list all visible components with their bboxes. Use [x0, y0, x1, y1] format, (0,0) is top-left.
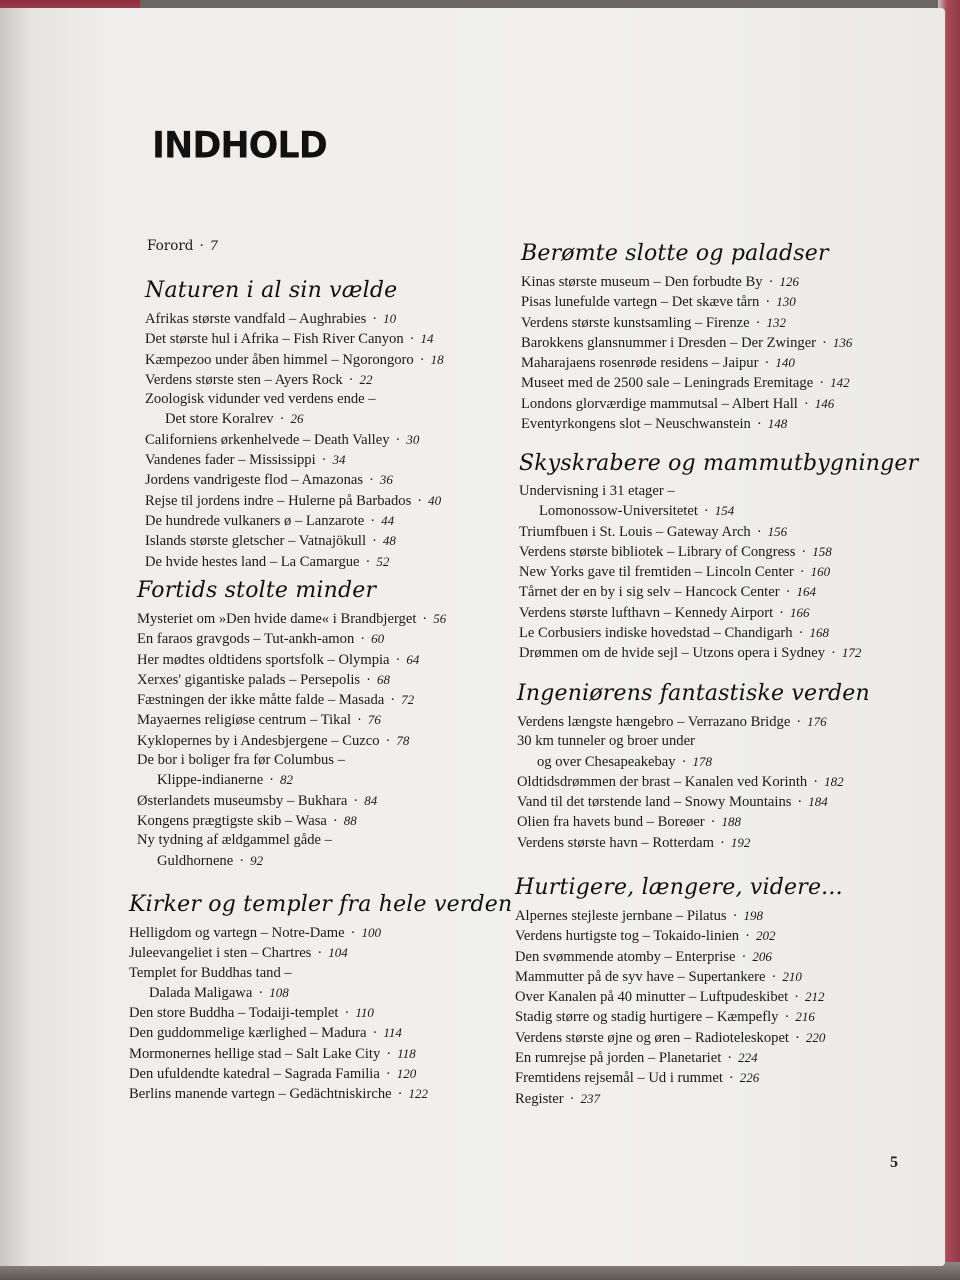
entry-page: 56 — [433, 611, 447, 626]
separator-dot: · — [796, 714, 802, 730]
entry-page: 34 — [332, 452, 346, 468]
entry-page: 178 — [692, 753, 712, 769]
toc-entry — [145, 531, 444, 551]
entry-page: 26 — [290, 411, 304, 427]
entry-page: 198 — [743, 908, 763, 923]
entry-text: Verdens længste hængebro – Verrazano Bridge — [517, 714, 791, 730]
entry-page: 160 — [810, 564, 831, 580]
entry-page: 166 — [790, 604, 810, 620]
entry-text: Pisas lunefulde vartegn – Det skæve tårn — [521, 294, 760, 311]
separator-dot: · — [771, 968, 777, 985]
separator-dot: · — [422, 611, 428, 627]
entry-text: Det største hul i Afrika – Fish River Canyon — [145, 331, 404, 348]
toc-section — [519, 451, 918, 664]
entry-text: Xerxes' gigantiske palads – Persepolis — [137, 671, 361, 688]
entry-text: Verdens største lufthavn – Kennedy Airport — [519, 604, 774, 621]
entry-text: Oldtidsdrømmen der brast – Kanalen ved Korinth — [517, 773, 808, 790]
separator-dot: · — [353, 792, 359, 809]
entry-text: Verdens største sten – Ayers Rock — [145, 371, 343, 388]
entry-text-continued: Dalada Maligawa — [149, 984, 253, 1001]
separator-dot: · — [370, 512, 376, 529]
entry-text: Her mødtes oldtidens sportsfolk – Olympia — [137, 651, 390, 668]
toc-section — [137, 578, 446, 871]
entry-text: Mammutter på de syv have – Supertankere — [515, 968, 766, 985]
toc-entry — [137, 650, 446, 670]
toc-entry — [129, 1064, 512, 1084]
entry-page: 114 — [383, 1025, 402, 1041]
separator-dot: · — [703, 503, 709, 520]
entry-page: 136 — [832, 334, 853, 350]
entry-page: 104 — [328, 945, 348, 961]
entry-text: Den store Buddha – Todaiji-templet — [129, 1005, 339, 1022]
entry-page: 210 — [782, 968, 802, 984]
separator-dot: · — [417, 492, 423, 509]
separator-dot: · — [728, 1070, 734, 1087]
entry-text: Olien fra havets bund – Boreøer — [517, 814, 705, 831]
separator-dot: · — [741, 948, 747, 965]
separator-dot: · — [768, 274, 774, 290]
entry-page: 68 — [377, 671, 390, 687]
entry-page: 30 — [406, 431, 420, 447]
entry-text: Stadig større og stadig hurtigere – Kæmpefly — [515, 1009, 779, 1026]
separator-dot: · — [385, 1066, 391, 1083]
toc-entry — [145, 309, 444, 329]
entry-text: Islands største gletscher – Vatnajökull — [145, 533, 367, 550]
toc-entry — [519, 603, 918, 623]
entry-page: 48 — [382, 533, 396, 549]
toc-section — [517, 681, 870, 853]
entry-text: Verdens største øjne og øren – Radioteleskopet — [515, 1029, 789, 1046]
separator-dot: · — [779, 604, 784, 621]
separator-dot: · — [764, 355, 770, 372]
section-heading: Ingeniørens fantastiske verden — [517, 681, 870, 706]
separator-dot: · — [813, 773, 819, 790]
section-heading: Berømte slotte og paladser — [521, 241, 829, 266]
toc-entry — [129, 964, 512, 1004]
toc-entry — [145, 350, 444, 370]
separator-dot: · — [798, 625, 804, 642]
separator-dot: · — [372, 311, 378, 327]
entry-page: 168 — [809, 625, 829, 641]
entry-text: Verdens største havn – Rotterdam — [517, 834, 714, 851]
entry-page: 148 — [767, 416, 788, 432]
toc-entry — [521, 292, 852, 312]
entry-page: 78 — [396, 732, 410, 748]
separator-dot: · — [569, 1090, 575, 1107]
toc-entry — [521, 333, 852, 353]
separator-dot: · — [317, 945, 323, 962]
separator-dot: · — [365, 553, 371, 570]
entry-text: New Yorks gave til fremtiden – Lincoln Center — [519, 564, 794, 581]
toc-entry — [145, 470, 444, 490]
entry-page: 52 — [376, 553, 390, 569]
entry-text: Undervisning i 31 etager – — [519, 483, 675, 499]
separator-dot: · — [344, 1005, 350, 1022]
separator-dot: · — [332, 812, 338, 829]
toc-entry — [515, 1089, 843, 1109]
section-heading: Skyskrabere og mammutbygninger — [519, 451, 919, 476]
entry-page: 237 — [580, 1090, 601, 1106]
separator-dot: · — [831, 645, 836, 662]
separator-dot: · — [372, 533, 377, 550]
separator-dot: · — [803, 395, 809, 412]
toc-entry — [519, 482, 918, 522]
entry-page: 122 — [408, 1086, 428, 1102]
separator-dot: · — [745, 928, 750, 945]
entry-text: Tårnet der en by i sig selv – Hancock Center — [519, 584, 780, 601]
entry-page: 146 — [814, 395, 835, 411]
entry-text: 30 km tunneler og broer under — [517, 733, 695, 750]
toc-section — [129, 892, 512, 1105]
entry-text: Mormonernes hellige stad – Salt Lake City — [129, 1045, 381, 1062]
entry-page: 36 — [379, 472, 393, 488]
separator-dot: · — [755, 314, 761, 331]
entry-page: 212 — [805, 989, 825, 1005]
entry-page: 220 — [805, 1029, 826, 1045]
entry-page: 158 — [812, 543, 832, 559]
entry-text: Californiens ørkenhelvede – Death Valley — [145, 431, 390, 448]
entry-page: 120 — [396, 1066, 417, 1082]
entry-page: 64 — [406, 651, 420, 667]
toc-entry — [145, 390, 444, 430]
page-number: 5 — [890, 1154, 898, 1171]
entry-text: Den guddommelige kærlighed – Madura — [129, 1025, 367, 1042]
section-heading: Naturen i al sin vælde — [145, 278, 398, 303]
toc-entry — [517, 712, 870, 732]
entry-text-continued: Guldhornene — [157, 852, 234, 869]
entry-text: Alpernes stejleste jernbane – Pilatus — [515, 908, 727, 924]
entry-page: 84 — [364, 792, 378, 808]
separator-dot: · — [239, 852, 245, 869]
entry-page: 176 — [807, 714, 827, 729]
toc-entry — [519, 582, 918, 602]
toc-entry — [137, 690, 446, 710]
entry-text: Kongens prægtigste skib – Wasa — [137, 812, 327, 829]
separator-dot: · — [409, 331, 415, 348]
separator-dot: · — [372, 1025, 378, 1042]
entry-page: 226 — [739, 1070, 760, 1086]
toc-entry — [515, 906, 843, 926]
entry-text: Kæmpezoo under åben himmel – Ngorongoro — [145, 351, 414, 368]
entry-text: Verdens største bibliotek – Library of Congress — [519, 543, 796, 560]
entry-text: Over Kanalen på 40 minutter – Luftpudeskibet — [515, 989, 789, 1006]
entry-text-continued: Lomonossow-Universitetet — [539, 503, 698, 520]
toc-entry — [137, 811, 446, 831]
toc-entry — [137, 609, 446, 629]
separator-dot: · — [395, 651, 401, 668]
toc-entry — [137, 791, 446, 811]
entry-text: Londons glorværdige mammutsal – Albert Hall — [521, 395, 798, 412]
toc-entry — [521, 373, 852, 393]
entry-text: Le Corbusiers indiske hovedstad – Chandigarh — [519, 625, 793, 642]
toc-entry — [137, 710, 446, 730]
toc-entry — [521, 313, 852, 333]
toc-entry — [129, 1084, 512, 1104]
separator-dot: · — [681, 753, 687, 770]
separator-dot: · — [386, 1045, 392, 1062]
entry-text: Østerlandets museumsby – Bukhara — [137, 792, 348, 809]
entry-text-continued: Det store Koralrev — [165, 411, 274, 428]
entry-page: 192 — [730, 834, 751, 850]
separator-dot: · — [360, 631, 366, 648]
separator-dot: · — [710, 814, 716, 831]
separator-dot: · — [395, 431, 401, 448]
separator-dot: · — [732, 908, 738, 924]
book-page — [0, 8, 945, 1266]
section-heading: Fortids stolte minder — [137, 578, 377, 603]
entry-text: Kyklopernes by i Andesbjergene – Cuzco — [137, 732, 380, 749]
entry-text-continued: Klippe-indianerne — [157, 772, 264, 789]
toc-section — [145, 278, 444, 572]
separator-dot: · — [397, 1086, 403, 1103]
toc-entry — [515, 987, 843, 1007]
separator-dot: · — [279, 411, 285, 428]
separator-dot: · — [348, 371, 354, 388]
separator-dot: · — [390, 692, 396, 709]
entry-page: 154 — [714, 503, 735, 519]
entry-text: Drømmen om de hvide sejl – Utzons opera i Sydney — [519, 645, 826, 662]
toc-entry — [129, 943, 512, 963]
entry-text: Mayaernes religiøse centrum – Tikal — [137, 712, 351, 729]
section-heading: Hurtigere, længere, videre... — [515, 875, 843, 900]
entry-text: Fæstningen der ikke måtte falde – Masada — [137, 692, 385, 709]
entry-page: 10 — [383, 311, 397, 326]
separator-dot: · — [419, 351, 425, 368]
toc-entry — [129, 923, 512, 943]
entry-text: Juleevangeliet i sten – Chartres — [129, 945, 312, 962]
entry-page: 22 — [359, 371, 373, 387]
entry-text: Mysteriet om »Den hvide dame« i Brandbjerget — [137, 611, 417, 627]
toc-entry — [515, 1068, 843, 1088]
entry-text: Helligdom og vartegn – Notre-Dame — [129, 925, 345, 941]
toc-entry — [515, 967, 843, 987]
entry-page: 40 — [428, 492, 442, 508]
entry-page: 216 — [795, 1009, 815, 1025]
entry-page: 184 — [808, 794, 828, 810]
entry-text: Rejse til jordens indre – Hulerne på Barbados — [145, 492, 412, 509]
entry-text: En rumrejse på jorden – Planetariet — [515, 1050, 722, 1067]
entry-text: Fremtidens rejsemål – Ud i rummet — [515, 1070, 723, 1087]
separator-dot: · — [822, 334, 827, 351]
separator-dot: · — [385, 732, 391, 749]
entry-text: Den svømmende atomby – Enterprise — [515, 948, 736, 965]
toc-entry — [145, 552, 444, 572]
toc-entry — [137, 670, 446, 690]
entry-page: 188 — [721, 814, 742, 830]
entry-page: 182 — [824, 773, 844, 789]
toc-entry — [521, 272, 852, 292]
toc-entry — [517, 792, 870, 812]
toc-entry — [517, 732, 870, 772]
toc-entry — [521, 353, 852, 373]
entry-page: 60 — [371, 631, 385, 647]
toc-entry — [129, 1044, 512, 1064]
toc-entry — [519, 522, 918, 542]
entry-page: 206 — [752, 948, 772, 964]
entry-page: 132 — [766, 314, 786, 330]
separator-dot: · — [727, 1050, 733, 1067]
entry-page: 100 — [361, 925, 381, 940]
toc-entry — [515, 947, 843, 967]
toc-entry — [515, 1048, 843, 1068]
entry-text: Triumfbuen i St. Louis – Gateway Arch — [519, 523, 751, 540]
separator-dot: · — [269, 772, 275, 789]
toc-entry — [145, 370, 444, 390]
entry-page: 7 — [209, 239, 219, 254]
entry-page: 126 — [779, 274, 799, 289]
toc-entry — [515, 1028, 843, 1048]
entry-text: Den ufuldendte katedral – Sagrada Familia — [129, 1066, 380, 1083]
toc-entry — [517, 772, 870, 792]
toc-entry — [517, 833, 870, 853]
separator-dot: · — [785, 584, 791, 601]
toc-entry — [129, 1003, 512, 1023]
toc-entry — [137, 831, 446, 871]
entry-page: 164 — [796, 584, 816, 600]
entry-page: 140 — [775, 355, 795, 371]
entry-text: Zoologisk vidunder ved verdens ende – — [145, 391, 376, 408]
separator-dot: · — [784, 1009, 790, 1026]
toc-entry — [521, 414, 852, 434]
entry-text: Maharajaens rosenrøde residens – Jaipur — [521, 355, 759, 372]
toc-entry — [145, 450, 444, 470]
toc-entry — [517, 812, 870, 832]
entry-page: 224 — [738, 1050, 758, 1066]
toc-entry — [145, 511, 444, 531]
toc-entry — [145, 430, 444, 450]
entry-page: 18 — [430, 351, 444, 367]
separator-dot: · — [321, 452, 327, 469]
entry-text: Eventyrkongens slot – Neuschwanstein — [521, 416, 751, 433]
separator-dot: · — [801, 543, 807, 560]
separator-dot: · — [357, 712, 362, 729]
toc-entry — [519, 542, 918, 562]
separator-dot: · — [797, 794, 803, 811]
toc-entry — [519, 562, 918, 582]
toc-entry — [519, 643, 918, 663]
entry-text: Verdens hurtigste tog – Tokaido-linien — [515, 928, 740, 945]
entry-text: Barokkens glansnummer i Dresden – Der Zwinger — [521, 334, 817, 351]
entry-text: Forord — [147, 238, 194, 254]
toc-entry — [145, 329, 444, 349]
toc-entry — [515, 926, 843, 946]
entry-page: 72 — [401, 692, 415, 708]
separator-dot: · — [366, 671, 371, 688]
entry-text: Berlins manende vartegn – Gedächtniskirche — [129, 1086, 392, 1103]
entry-text: Templet for Buddhas tand – — [129, 964, 292, 981]
entry-text: Vandenes fader – Mississippi — [145, 452, 316, 469]
entry-page: 118 — [397, 1045, 416, 1061]
entry-text: De bor i boliger fra før Columbus – — [137, 752, 345, 769]
entry-text: Verdens største kunstsamling – Firenze — [521, 314, 750, 331]
toc-entry — [519, 623, 918, 643]
toc-entry-forord: Forord · 7 — [147, 238, 219, 254]
toc-section — [515, 875, 843, 1109]
entry-text: En faraos gravgods – Tut-ankh-amon — [137, 631, 355, 648]
toc-entry — [515, 1007, 843, 1027]
separator-dot: · — [794, 989, 800, 1006]
entry-page: 14 — [420, 331, 434, 347]
toc-entry — [129, 1023, 512, 1043]
separator-dot: · — [258, 984, 264, 1001]
separator-dot: · — [756, 523, 762, 540]
entry-page: 156 — [767, 523, 788, 539]
toc-entry — [137, 731, 446, 751]
entry-page: 92 — [250, 852, 264, 868]
separator-dot: · — [756, 416, 762, 433]
entry-text: Kinas største museum – Den forbudte By — [521, 274, 763, 290]
toc-entry — [521, 394, 852, 414]
separator-dot: · — [765, 294, 771, 311]
entry-text: Register — [515, 1090, 564, 1107]
toc-entry — [137, 629, 446, 649]
separator-dot: · — [794, 1029, 800, 1046]
separator-dot: · — [799, 564, 805, 581]
entry-text-continued: og over Chesapeakebay — [537, 753, 676, 770]
separator-dot: · — [350, 925, 356, 941]
page-title: INDHOLD — [152, 125, 327, 167]
entry-page: 110 — [355, 1005, 374, 1021]
entry-text: De hvide hestes land – La Camargue — [145, 553, 360, 570]
section-heading: Kirker og templer fra hele verden — [129, 892, 513, 917]
entry-page: 108 — [269, 984, 289, 1000]
entry-text: Museet med de 2500 sale – Leningrads Eremitage — [521, 375, 814, 392]
entry-text: Afrikas største vandfald – Aughrabies — [145, 311, 367, 327]
entry-text: Ny tydning af ældgammel gåde – — [137, 832, 332, 849]
toc-entry — [137, 751, 446, 791]
toc-entry — [145, 491, 444, 511]
separator-dot: · — [719, 834, 725, 851]
entry-page: 202 — [755, 928, 776, 944]
entry-text: Vand til det tørstende land – Snowy Mountains — [517, 794, 792, 811]
separator-dot: · — [819, 375, 825, 392]
entry-page: 130 — [776, 294, 796, 310]
entry-page: 172 — [841, 645, 862, 661]
entry-page: 142 — [830, 375, 850, 391]
entry-text: De hundrede vulkaners ø – Lanzarote — [145, 512, 365, 529]
entry-page: 44 — [381, 512, 395, 528]
entry-text: Jordens vandrigeste flod – Amazonas — [145, 472, 364, 489]
entry-page: 82 — [280, 772, 294, 788]
entry-page: 88 — [343, 812, 357, 828]
entry-page: 76 — [367, 712, 381, 728]
toc-section — [521, 241, 852, 434]
separator-dot: · — [369, 472, 374, 489]
